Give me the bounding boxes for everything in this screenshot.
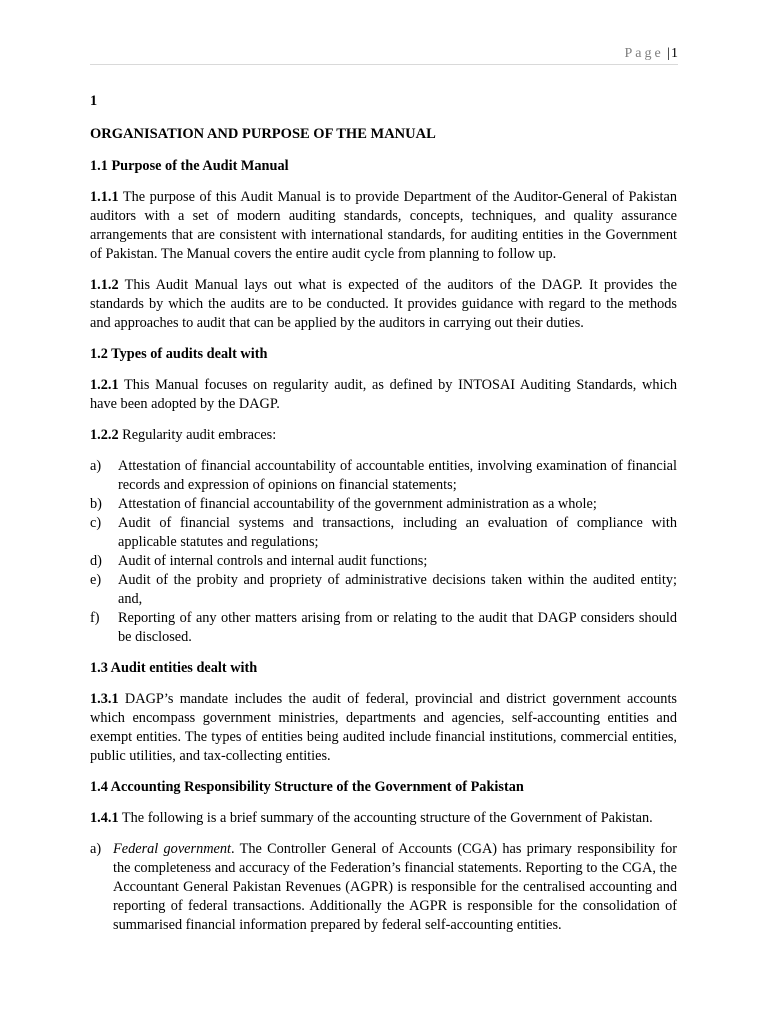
- section-heading-1-4: 1.4 Accounting Responsibility Structure of the Government of Pakistan: [90, 779, 524, 795]
- section-heading-1-1: 1.1 Purpose of the Audit Manual: [90, 158, 289, 174]
- list-item: [90, 552, 677, 571]
- paragraph-number: 1.1.1: [90, 189, 119, 205]
- page-number: 1: [671, 46, 678, 61]
- paragraph-number: 1.2.1: [90, 377, 119, 393]
- list-marker: b): [90, 496, 102, 512]
- regularity-audit-list: [90, 457, 677, 647]
- list-item-term: Federal government: [113, 841, 232, 857]
- paragraph-text: This Manual focuses on regularity audit, as defined by INTOSAI Auditing Standards, which have been adopted by the DAGP.: [90, 377, 677, 412]
- list-marker: e): [90, 572, 102, 588]
- list-marker: c): [90, 515, 102, 531]
- paragraph-text: This Audit Manual lays out what is expected of the auditors of the DAGP. It provides the standards by which the audits are to be conducted. It provides guidance with regard to the methods and approaches to audit that can be applied by the auditors in carrying out their duties.: [90, 277, 677, 331]
- list-item-text: Audit of financial systems and transactions, including an evaluation of compliance with applicable statutes and regulations;: [118, 515, 677, 550]
- paragraph-text: The following is a brief summary of the accounting structure of the Government of Pakistan.: [118, 810, 653, 826]
- list-marker: d): [90, 553, 102, 569]
- accounting-structure-list: [90, 840, 677, 935]
- paragraph-1-1-2: [90, 276, 677, 333]
- paragraph-text: Regularity audit embraces:: [118, 427, 277, 443]
- list-item: [90, 609, 677, 647]
- paragraph-text: The purpose of this Audit Manual is to provide Department of the Auditor-General of Pakistan auditors with a set of modern auditing standards, concepts, techniques, and quality assurance arrangements that are consistent with international standards, for auditing entities in the Government of Pakistan. The Manual covers the entire audit cycle from planning to follow up.: [90, 189, 677, 262]
- chapter-title: ORGANISATION AND PURPOSE OF THE MANUAL: [90, 126, 436, 142]
- paragraph-1-1-1: [90, 188, 677, 264]
- paragraph-number: 1.2.2: [90, 427, 119, 443]
- list-item-text: Reporting of any other matters arising from or relating to the audit that DAGP considers should be disclosed.: [118, 610, 677, 645]
- page-label: Page: [624, 46, 664, 61]
- list-item: [90, 495, 677, 514]
- list-item: [90, 840, 677, 935]
- paragraph-number: 1.4.1: [90, 810, 119, 826]
- list-item-text: Attestation of financial accountability of the government administration as a whole;: [118, 496, 597, 512]
- section-heading-1-3: 1.3 Audit entities dealt with: [90, 660, 258, 676]
- list-marker: a): [90, 458, 102, 474]
- list-item-text: Attestation of financial accountability of accountable entities, involving examination of financial records and expression of opinions on financial statements;: [118, 458, 677, 493]
- list-marker: f): [90, 610, 100, 626]
- section-heading-1-2: 1.2 Types of audits dealt with: [90, 346, 268, 362]
- list-item-text: Audit of the probity and propriety of administrative decisions taken within the audited entity; and,: [118, 572, 677, 607]
- paragraph-text: DAGP’s mandate includes the audit of federal, provincial and district government accounts which encompass government ministries, departments and agencies, self-accounting entities and exempt entities. The types of entities being audited include financial institutions, commercial entities, public utilities, and tax-collecting entities.: [90, 691, 677, 764]
- list-marker: a): [90, 841, 102, 857]
- paragraph-number: 1.3.1: [90, 691, 119, 707]
- paragraph-1-2-1: [90, 376, 677, 414]
- chapter-number: 1: [90, 93, 98, 109]
- page-separator: |: [667, 46, 670, 61]
- paragraph-1-3-1: [90, 690, 677, 766]
- document-body: [90, 92, 677, 935]
- list-item-text: . The Controller General of Accounts (CGA) has primary responsibility for the completeness and accuracy of the Federation’s financial statements. Reporting to the CGA, the Accountant General Pakistan Revenues (AGPR) is responsible for the centralised accounting and reporting of federal transactions. Additionally the AGPR is responsible for the consolidation of summarised financial information prepared by federal self-accounting entities.: [113, 841, 677, 933]
- list-item: [90, 457, 677, 495]
- list-item-text: Audit of internal controls and internal audit functions;: [118, 553, 428, 569]
- paragraph-1-2-2: [90, 426, 677, 445]
- paragraph-1-4-1: [90, 809, 677, 828]
- page-header: [90, 44, 678, 65]
- paragraph-number: 1.1.2: [90, 277, 119, 293]
- list-item: [90, 571, 677, 609]
- list-item: [90, 514, 677, 552]
